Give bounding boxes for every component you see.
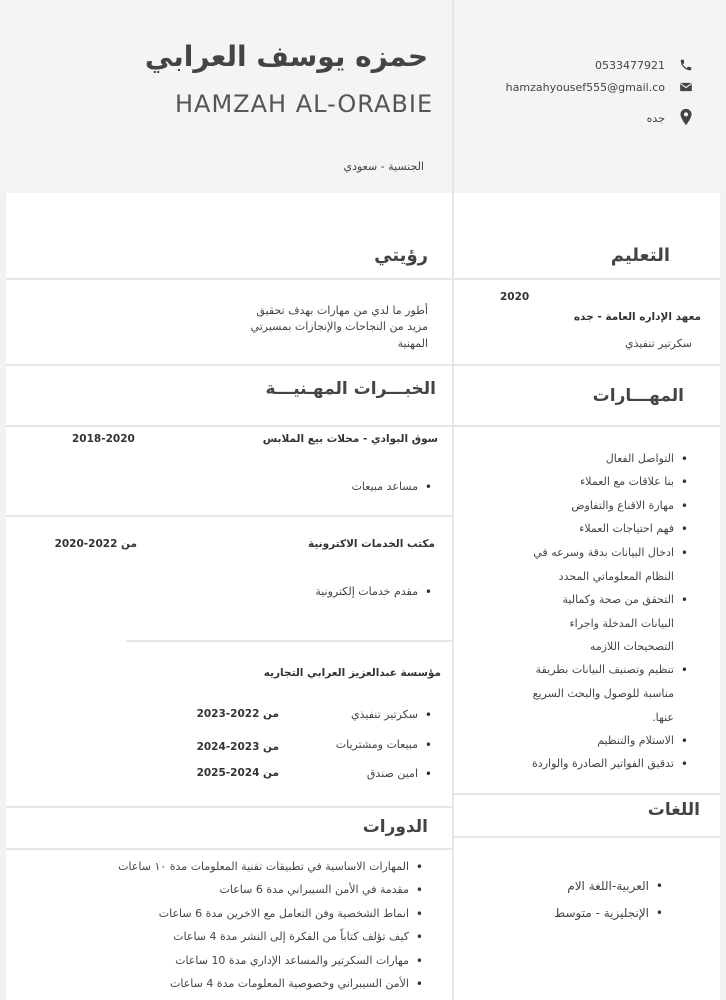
skill-item-cont: مناسبة للوصول والبحث السريع bbox=[532, 687, 674, 700]
job-period: من 2024-2025 bbox=[196, 767, 279, 779]
language-item: • الإنجليزية - متوسط bbox=[554, 906, 649, 920]
nationality: الجنسية - سعودي bbox=[343, 160, 424, 173]
divider bbox=[454, 425, 720, 427]
city: جده bbox=[646, 112, 665, 125]
job-period: من 2022-2023 bbox=[196, 708, 279, 720]
skill-item: • بنا علاقات مع العملاء bbox=[580, 475, 674, 488]
job-company: مؤسسة عبدالعزيز العرابي التجاريه bbox=[263, 667, 441, 679]
skills-title: المهـــارات bbox=[592, 386, 684, 406]
course-item: • المهارات الاساسية في تطبيقات تقنية المعلومات مدة ١٠ ساعات bbox=[118, 860, 409, 873]
job-company: مكتب الخدمات الاكترونية bbox=[308, 538, 435, 550]
phone-icon bbox=[679, 58, 693, 72]
education-title: التعليم bbox=[610, 245, 670, 266]
skill-item: • ادخال البيانات بدقة وسرعه في bbox=[533, 546, 674, 559]
job-role: • مبيعات ومشتريات bbox=[336, 738, 418, 751]
vision-line: مزيد من النجاحات والإنجازات بمسيرتي bbox=[250, 320, 428, 333]
language-item: • العربية-اللغة الام bbox=[567, 879, 649, 893]
education-year: 2020 bbox=[500, 291, 530, 303]
column-divider bbox=[452, 0, 454, 1000]
skill-item: • الاستلام والتنظيم bbox=[597, 734, 674, 747]
divider bbox=[454, 364, 720, 366]
divider bbox=[6, 278, 720, 280]
job-role: • امين صندق bbox=[367, 767, 418, 780]
skill-item: • مهارة الاقناع والتفاوض bbox=[571, 499, 674, 512]
course-item: • انماط الشخصية وفن التعامل مع الاخرين مدة 6 ساعات bbox=[159, 907, 409, 920]
job-role: • مقدم خدمات إلكترونية bbox=[315, 585, 418, 598]
divider bbox=[126, 640, 452, 642]
phone-number: 0533477921 bbox=[595, 59, 665, 72]
divider bbox=[454, 836, 720, 838]
divider bbox=[6, 425, 452, 427]
skill-item-cont: التصحيحات اللازمه bbox=[589, 640, 674, 653]
skill-item-cont: البيانات المدخلة واجراء bbox=[569, 617, 674, 630]
course-item: • مقدمة في الأمن السيبراني مدة 6 ساعات bbox=[219, 883, 409, 896]
envelope-icon bbox=[679, 80, 693, 94]
job-company: سوق البوادي - محلات بيع الملابس bbox=[262, 433, 438, 445]
vision-line: أطور ما لدي من مهارات بهدف تحقيق bbox=[256, 304, 428, 317]
job-period: من 2023-2024 bbox=[196, 741, 279, 753]
course-item: • مهارات السكرتير والمساعد الإداري مدة 10 ساعات bbox=[175, 954, 409, 967]
skill-item: • تنظيم وتصنيف البيانات بطريقة bbox=[536, 663, 674, 676]
course-item: • الأمن السيبراني وخصوصية المعلومات مدة 4 ساعات bbox=[170, 977, 409, 990]
job-period: 2018-2020 bbox=[72, 433, 135, 445]
vision-line: المهنية bbox=[397, 337, 428, 350]
divider bbox=[454, 793, 720, 795]
languages-title: اللغات bbox=[647, 800, 700, 820]
skill-item-cont: النظام المعلوماتي المحدد bbox=[558, 570, 674, 583]
job-role: • مساعد مبيعات bbox=[352, 480, 418, 493]
experience-title: الخبـــرات المهـنيـــة bbox=[265, 379, 436, 399]
divider bbox=[6, 806, 452, 808]
vision-title: رؤيتي bbox=[374, 245, 428, 266]
skill-item: • فهم احتياجات العملاء bbox=[579, 522, 674, 535]
divider bbox=[6, 848, 452, 850]
skill-item: • تدقيق الفواتير الصادرة والواردة bbox=[532, 757, 674, 770]
education-degree: سكرتير تنفيذي bbox=[625, 337, 692, 350]
name-arabic: حمزه يوسف العرابي bbox=[144, 40, 428, 73]
job-role: • سكرتير تنفيذي bbox=[351, 708, 418, 721]
name-english: HAMZAH AL-ORABIE bbox=[175, 90, 434, 118]
courses-title: الدورات bbox=[362, 817, 428, 837]
skill-item: • التواصل الفعال bbox=[606, 452, 674, 465]
skill-item-cont: عنها. bbox=[652, 711, 674, 724]
email-address: hamzahyousef555@gmail.co bbox=[505, 81, 665, 94]
course-item: • كيف تؤلف كتاباً من الفكرة إلى النشر مدة 4 ساعات bbox=[173, 930, 409, 943]
education-institute: معهد الإداره العامة - جده bbox=[573, 311, 701, 323]
location-pin-icon bbox=[679, 108, 693, 126]
job-period: من 2022-2020 bbox=[54, 538, 137, 550]
divider bbox=[6, 364, 452, 366]
skill-item: • التحقق من صحة وكمالية bbox=[563, 593, 675, 606]
divider bbox=[6, 515, 452, 517]
